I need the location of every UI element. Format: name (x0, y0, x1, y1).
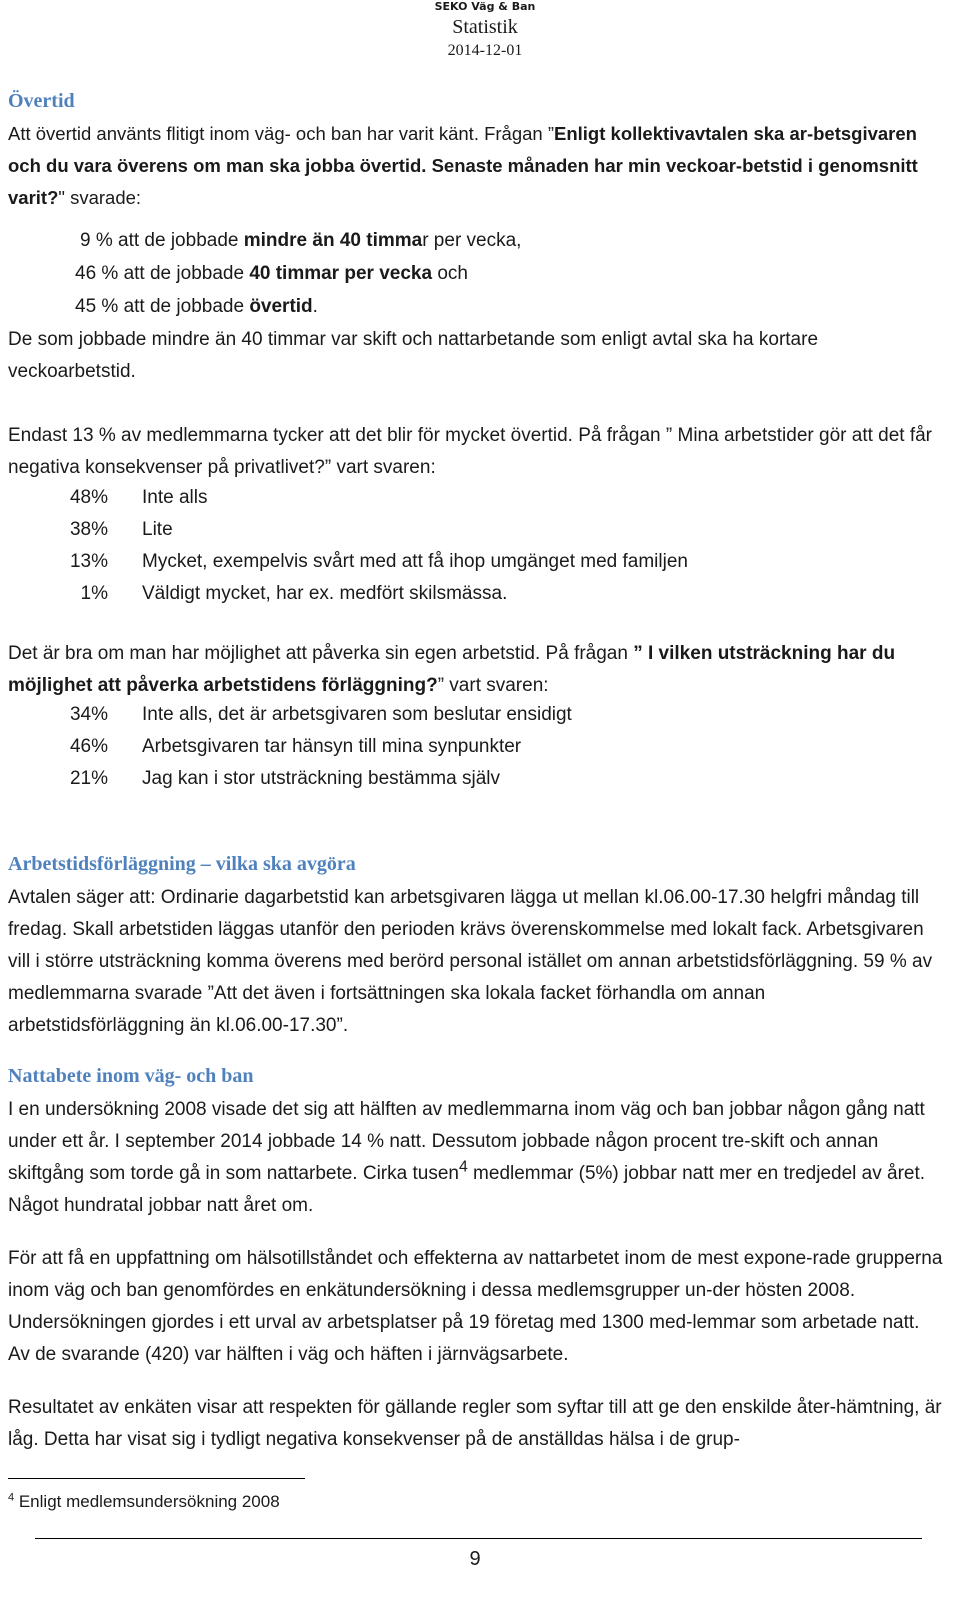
answer-percent: 38% (69, 519, 108, 540)
influence-question: ” I vilken utsträckning har du möjlighet att påverka arbetstidens förläggning? (8, 643, 896, 696)
too-much-text: Endast 13 % av medlemmarna tycker att det blir för mycket övertid. På frågan ” Mina arbetstider gör att det får negativa konsekvenser på privatlivet? (8, 425, 933, 478)
nattabete-paragraph-1 (8, 1094, 943, 1222)
footnote-text: Enligt medlemsundersökning 2008 (14, 1492, 280, 1511)
influence-paragraph (8, 638, 943, 702)
header-date: 2014-12-01 (447, 42, 523, 59)
footnote-mark: 4 (8, 1491, 15, 1504)
result-text: 45 % att de jobbade (75, 296, 250, 317)
nattabete-paragraph-3: Resultatet av enkäten visar att respekten för gällande regler som syftar till att ge den enskilde åter-hämtning, är låg. Detta har visat sig i tydligt negativa konsekvenser på de anställdas hälsa i de grup- (8, 1397, 942, 1450)
too-much-paragraph (8, 420, 943, 484)
answer-percent: 13% (69, 551, 108, 572)
answer-text: Mycket, exempelvis svårt med att få ihop umgänget med familjen (142, 551, 688, 572)
too-much-suffix: ” vart svaren: (324, 457, 436, 478)
nattabete-text: medlemmar (5%) jobbar natt mer en tredjedel av året. Något hundratal jobbar natt året om. (8, 1163, 926, 1216)
answer-text: Inte alls (142, 487, 208, 508)
result-row (75, 296, 318, 318)
intro-question: Enligt kollektivavtalen ska ar-betsgivaren och du vara överens om man ska jobba övertid. Senaste månaden har min veckoar-betstid i genomsnitt varit? (8, 123, 918, 208)
result-text: och (432, 263, 468, 284)
influence-text: Det är bra om man har möjlighet att påverka sin egen arbetstid. På frågan (8, 643, 634, 664)
header-org: SEKO Väg & Ban (434, 0, 536, 13)
result-row (80, 230, 521, 252)
answer-percent: 34% (69, 704, 108, 725)
intro-text: Att övertid använts flitigt inom väg- och ban har varit känt. Frågan ” (8, 123, 555, 144)
result-row (75, 263, 468, 285)
section-heading-nattabete: Nattabete inom väg- och ban (8, 1065, 254, 1087)
forlaggning-paragraph: Avtalen säger att: Ordinarie dagarbetstid kan arbetsgivaren lägga ut mellan kl.06.00-17.30 helgfri måndag till fredag. Skall arbetstiden läggas utanför den perioden krävs överenskommelse med lokalt fack. Arbetsgivaren vill i större utsträckning komma överens med berörd personal istället om annan arbetstidsförläggning. 59 % av medlemmarna svarade ”Att det även i fortsättningen ska lokala facket förhandla om annan arbetstidsförläggning än kl.06.00-17.30”. (8, 887, 933, 1036)
overtid-intro (8, 118, 943, 214)
header-title: Statistik (452, 16, 518, 38)
answer-percent: 21% (69, 768, 108, 789)
answer-text: Väldigt mycket, har ex. medfört skilsmässa. (142, 583, 508, 604)
result-text: . (312, 296, 318, 317)
answer-percent: 48% (69, 487, 108, 508)
footnote (8, 1492, 280, 1512)
answer-text: Inte alls, det är arbetsgivaren som beslutar ensidigt (142, 704, 572, 725)
nattabete-paragraph-2: För att få en uppfattning om hälsotillståndet och effekterna av nattarbetet inom de mest expone-rade grupperna inom väg och ban genomfördes en enkätundersökning i dessa medlemsgrupper un-der hösten 2008. Undersökningen gjordes i ett urval av arbetsplatser på 19 företag med 1300 med-lemmar som arbetade natt. Av de svarande (420) var hälften i väg och häften i järnvägsarbete. (8, 1248, 943, 1365)
answer-text: Arbetsgivaren tar hänsyn till mina synpunkter (142, 736, 522, 757)
page-footer-divider (35, 1538, 922, 1539)
answer-percent: 46% (69, 736, 108, 757)
result-text: 46 % att de jobbade (75, 263, 250, 284)
nattabete-text: I en undersökning 2008 visade det sig att hälften av medlemmarna inom väg och ban jobbar någon gång natt under ett år. I september 2014 jobbade 14 % natt. Dessutom jobbade någon procent tre-skift och annan skiftgång som torde gå in som nattarbete. Cirka tusen (8, 1099, 925, 1184)
answer-text: Jag kan i stor utsträckning bestämma själv (142, 768, 500, 789)
footnote-ref: 4 (458, 1158, 468, 1176)
answer-percent: 1% (80, 583, 108, 604)
answer-text: Lite (142, 519, 173, 540)
result-text: r per vecka, (422, 230, 522, 251)
shift-note: De som jobbade mindre än 40 timmar var skift och nattarbetande som enligt avtal ska ha kortare veckoarbetstid. (8, 329, 819, 382)
result-bold: mindre än 40 timma (243, 230, 423, 251)
result-text: 9 % att de jobbade (80, 230, 244, 251)
page-number: 9 (469, 1548, 481, 1570)
result-bold: övertid (249, 296, 313, 317)
section-heading-overtid: Övertid (8, 90, 75, 112)
influence-suffix: ” vart svaren: (437, 675, 549, 696)
result-bold: 40 timmar per vecka (249, 263, 433, 284)
section-heading-forlaggning: Arbetstidsförläggning – vilka ska avgöra (8, 853, 356, 875)
intro-suffix: " svarade: (58, 187, 142, 208)
footnote-divider (8, 1478, 305, 1479)
